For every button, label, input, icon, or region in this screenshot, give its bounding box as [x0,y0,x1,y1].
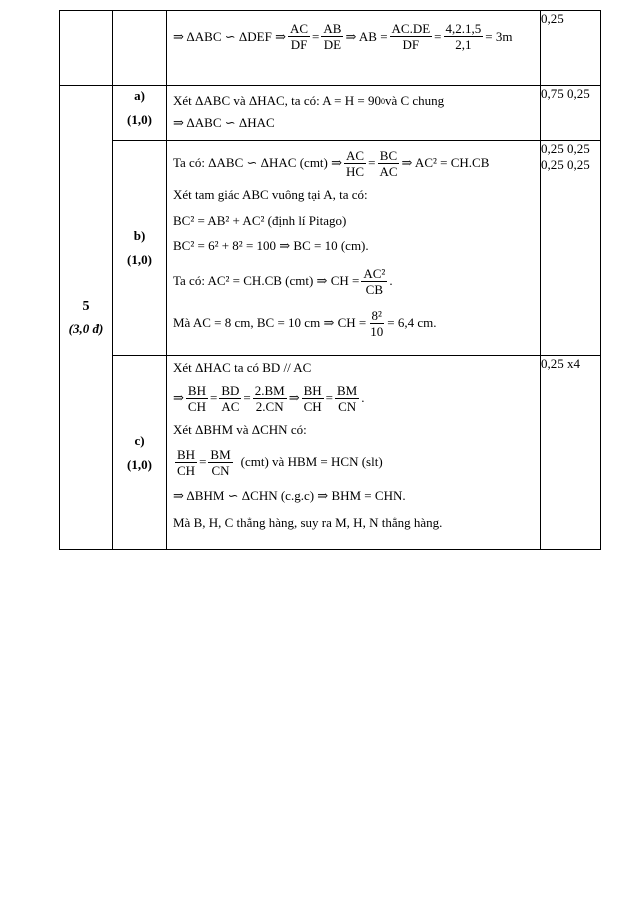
text-line [173,378,534,418]
score: 0,25 [567,141,590,156]
implies: ⇒ [288,390,300,405]
fraction [288,21,310,52]
fraction [219,383,241,414]
equals: = [312,28,320,44]
text-line [173,442,534,482]
score: 0,25 [567,157,590,172]
equals: = [243,390,251,405]
content-cell [167,86,541,141]
row-part-a [60,86,601,141]
statement: BC² = AB² + AC² (định lí Pitago) [173,213,347,228]
content-cell [167,11,541,86]
part-label: a) [134,88,145,103]
denominator: CH [177,462,196,478]
text-line [173,209,534,233]
equals: = [209,390,218,405]
numerator: 2.BM [254,382,285,398]
text-line [173,145,534,181]
text-line [173,418,534,442]
fraction [321,21,343,52]
text-line [173,259,534,303]
part-label: b) [133,228,146,243]
statement: Mà AC = 8 cm, BC = 10 cm ⇒ CH = [173,315,367,330]
score-cell [541,11,601,86]
result-text: = 3m [485,28,513,44]
denominator: DE [323,37,342,52]
denominator: 10 [370,323,384,339]
statement: Xét ΔBHM và ΔCHN có: [173,422,307,437]
equals: = [199,454,207,469]
implies-text: ⇒ AB = [345,28,388,44]
implies-text: ⇒ ΔABC ∽ ΔDEF ⇒ [173,28,286,44]
denominator: CH [187,398,206,414]
numerator: BM [210,446,231,462]
score: 0,25 x4 [541,356,580,371]
numerator: BM [337,382,358,398]
fraction [361,266,387,297]
equals: = [434,28,442,44]
text-line [173,358,534,378]
statement: Xét ΔABC và ΔHAC, ta có: A = H = 90 [173,93,381,108]
content-cell [167,356,541,550]
statement: (cmt) và HBM = HCN (slt) [240,454,383,469]
fraction [368,308,385,339]
statement: BC² = 6² + 8² = 100 ⇒ BC = 10 (cm). [173,238,369,253]
question-points: (3,0 đ) [68,320,104,336]
denominator: DF [290,37,308,52]
content-cell [167,141,541,356]
fraction [253,383,287,414]
score-cell [541,141,601,356]
text-line [173,112,534,134]
numerator: BH [303,382,322,398]
denominator: 2.CN [255,398,284,414]
text-line [173,510,534,536]
text-line [173,482,534,510]
part-b-cell [113,141,167,356]
statement: ⇒ ΔABC ∽ ΔHAC [173,115,275,130]
numerator: 4,2.1,5 [445,21,482,36]
numerator: 8² [371,307,382,323]
text-line [173,303,534,343]
statement: Ta có: ΔABC ∽ ΔHAC (cmt) ⇒ [173,155,343,170]
score-cell [541,86,601,141]
answer-table [59,10,601,550]
statement: ⇒ ΔBHM ∽ ΔCHN (c.g.c) ⇒ BHM = CHN. [173,488,406,503]
denominator: AC [379,163,398,179]
numerator: BH [187,382,206,398]
score: 0,25 [541,141,564,156]
implies: ⇒ [173,390,184,405]
score: 0,25 [541,157,564,172]
score-cell [541,356,601,550]
denominator: 2,1 [455,37,472,52]
question-cell [60,86,113,550]
text-line [173,233,534,259]
numerator: BD [221,382,240,398]
statement: Mà B, H, C thẳng hàng, suy ra M, H, N thẳng hàng. [173,515,443,530]
part-points: (1,0) [127,456,152,472]
part-c-cell [113,356,167,550]
fraction [175,447,197,478]
numerator: BH [177,446,196,462]
statement: = 6,4 cm. [387,315,437,330]
question-number: 5 [82,298,90,314]
superscript: 0 [380,96,385,106]
numerator: AC² [363,265,386,281]
numerator: AC [346,147,365,163]
fraction [390,21,433,52]
denominator: HC [346,163,365,179]
row-continuation [60,11,601,86]
empty-question-cell [60,11,113,86]
score: 0,25 [541,11,564,26]
fraction [377,148,399,179]
numerator: AC [289,21,309,36]
denominator: DF [402,37,420,52]
statement: và C chung [384,93,445,108]
numerator: AB [323,21,342,36]
numerator: AC.DE [391,21,431,36]
denominator: CH [303,398,322,414]
text-line [173,181,534,209]
fraction [444,21,484,52]
proportion-line [173,21,534,52]
fraction [302,383,324,414]
statement: . [389,273,393,288]
part-points: (1,0) [127,112,152,127]
denominator: AC [221,398,240,414]
part-a-cell [113,86,167,141]
empty-part-cell [113,11,167,86]
fraction [344,148,366,179]
part-label: c) [134,432,145,448]
numerator: BC [379,147,398,163]
statement: ⇒ AC² = CH.CB [401,155,490,170]
row-part-b [60,141,601,356]
fraction [335,383,359,414]
equals: = [368,155,376,170]
score: 0,25 [567,86,590,101]
statement: . [361,390,365,405]
score: 0,75 [541,86,564,101]
part-points: (1,0) [127,252,152,267]
fraction [208,447,232,478]
text-line [173,90,534,112]
row-part-c [60,356,601,550]
equals: = [325,390,334,405]
denominator: CN [211,462,230,478]
denominator: CB [365,281,383,297]
statement: Xét tam giác ABC vuông tại A, ta có: [173,187,368,202]
denominator: CN [338,398,357,414]
statement: Xét ΔHAC ta có BD // AC [173,360,312,375]
fraction [186,383,208,414]
statement: Ta có: AC² = CH.CB (cmt) ⇒ CH = [173,273,360,288]
